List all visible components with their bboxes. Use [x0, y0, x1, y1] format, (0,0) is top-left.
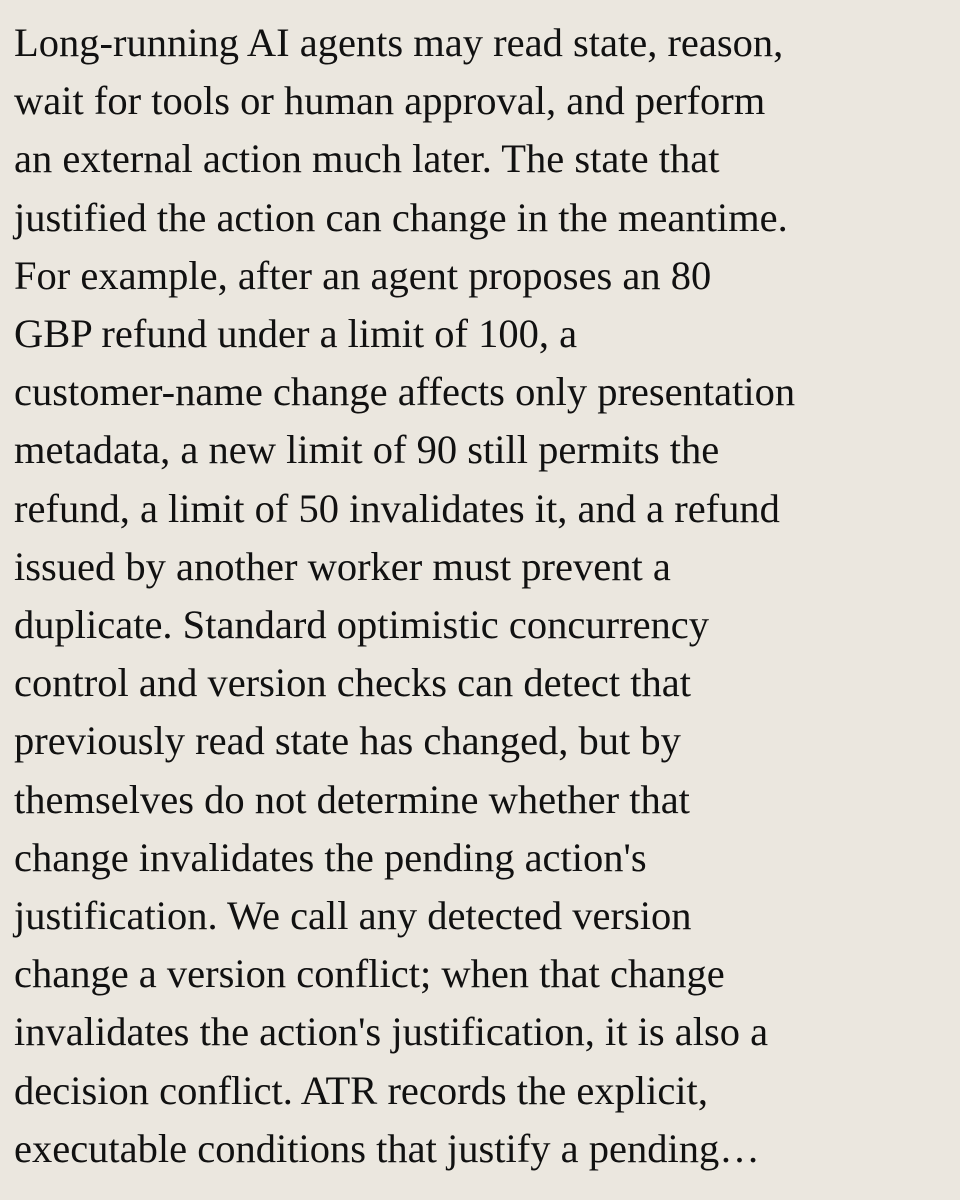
text-line: an external action much later. The state that — [14, 136, 720, 182]
text-line: issued by another worker must prevent a — [14, 543, 671, 589]
text-line: wait for tools or human approval, and perform — [14, 78, 766, 124]
text-line: GBP refund under a limit of 100, a — [14, 311, 578, 357]
text-line: change invalidates the pending action's — [14, 834, 647, 880]
text-line: customer-name change affects only presentation — [14, 369, 796, 415]
text-line: Long-running AI agents may read state, reason, — [14, 20, 784, 65]
text-line: previously read state has changed, but by — [14, 718, 681, 764]
text-line: executable conditions that justify a pending… — [14, 1125, 760, 1171]
text-line: justified the action can change in the meantime. — [14, 194, 788, 240]
text-line: refund, a limit of 50 invalidates it, and a refund — [14, 485, 780, 531]
text-line: duplicate. Standard optimistic concurrency — [14, 602, 710, 648]
text-line: For example, after an agent proposes an 80 — [14, 252, 712, 298]
text-line: justification. We call any detected version — [14, 893, 692, 939]
text-line: invalidates the action's justification, it is also a — [14, 1009, 769, 1055]
abstract-paragraph — [14, 14, 954, 1178]
text-line: metadata, a new limit of 90 still permits the — [14, 427, 720, 473]
text-line: change a version conflict; when that change — [14, 951, 725, 997]
text-line: decision conflict. ATR records the explicit, — [14, 1067, 708, 1113]
text-line: themselves do not determine whether that — [14, 776, 690, 822]
text-line: control and version checks can detect that — [14, 660, 691, 706]
